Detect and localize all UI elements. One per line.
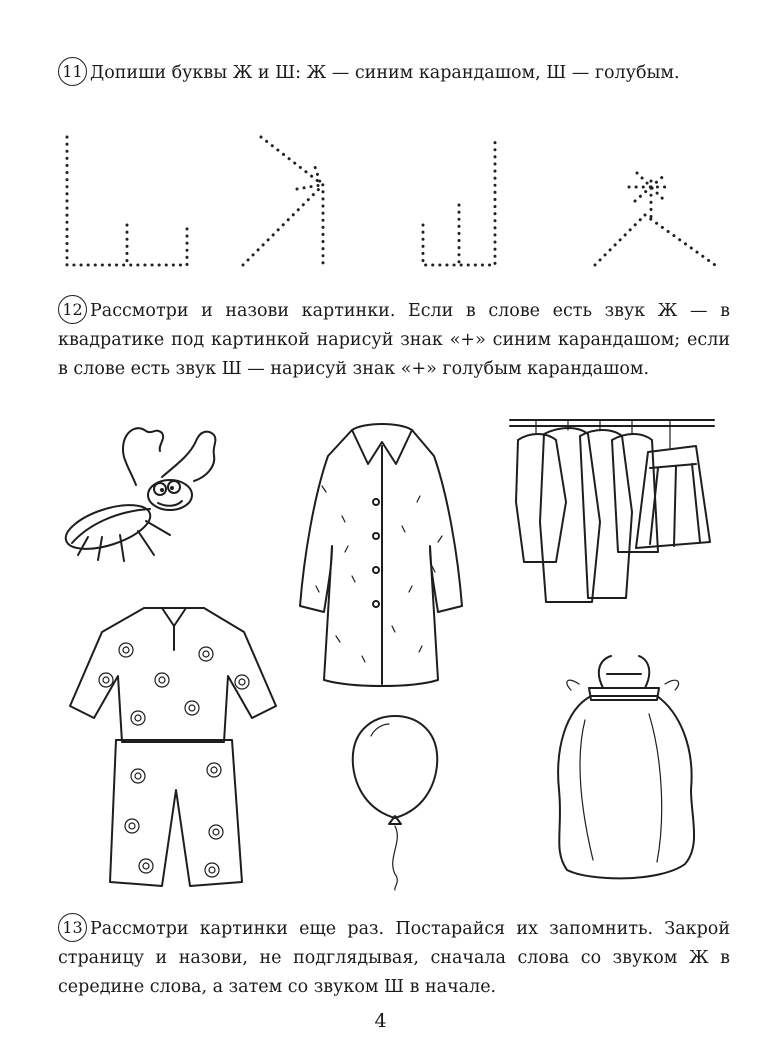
task-11-text: Допиши буквы Ж и Ш: Ж — синим карандашом, Ш — голубым. [90,63,680,83]
clothes-rack-picture [500,412,720,612]
task-11 [58,57,730,88]
letter-zhe-dotted-2 [595,173,715,265]
task-number-12: 12 [58,295,87,324]
task-12-text: Рассмотри и назови картинки. Если в слове есть звук Ж — в квадратике под картинкой нарисуй знак «+» синим карандашом; если в слове есть звук Ш — нарисуй знак «+» голубым карандашом. [58,301,730,379]
letter-sha-dotted-1 [67,137,187,265]
task-number-13: 13 [58,913,87,942]
pajamas-picture [66,600,281,895]
task-number-11: 11 [58,57,87,86]
letter-zhe-dotted-1 [243,137,323,265]
balloon-picture [345,712,445,892]
letter-sha-dotted-2 [423,137,495,265]
tracing-letters [55,125,725,275]
task-13-text: Рассмотри картинки еще раз. Постарайся их запомнить. Закрой страницу и назови, не подглядывая, сначала слова со звуком Ж в середине слова, а затем со звуком Ш в начале. [58,919,730,997]
task-12 [58,295,730,384]
page-number: 4 [374,1010,387,1032]
beetle-picture [58,415,223,575]
task-13 [58,913,730,1002]
sack-picture [545,650,705,885]
fur-coat-picture [292,416,472,696]
